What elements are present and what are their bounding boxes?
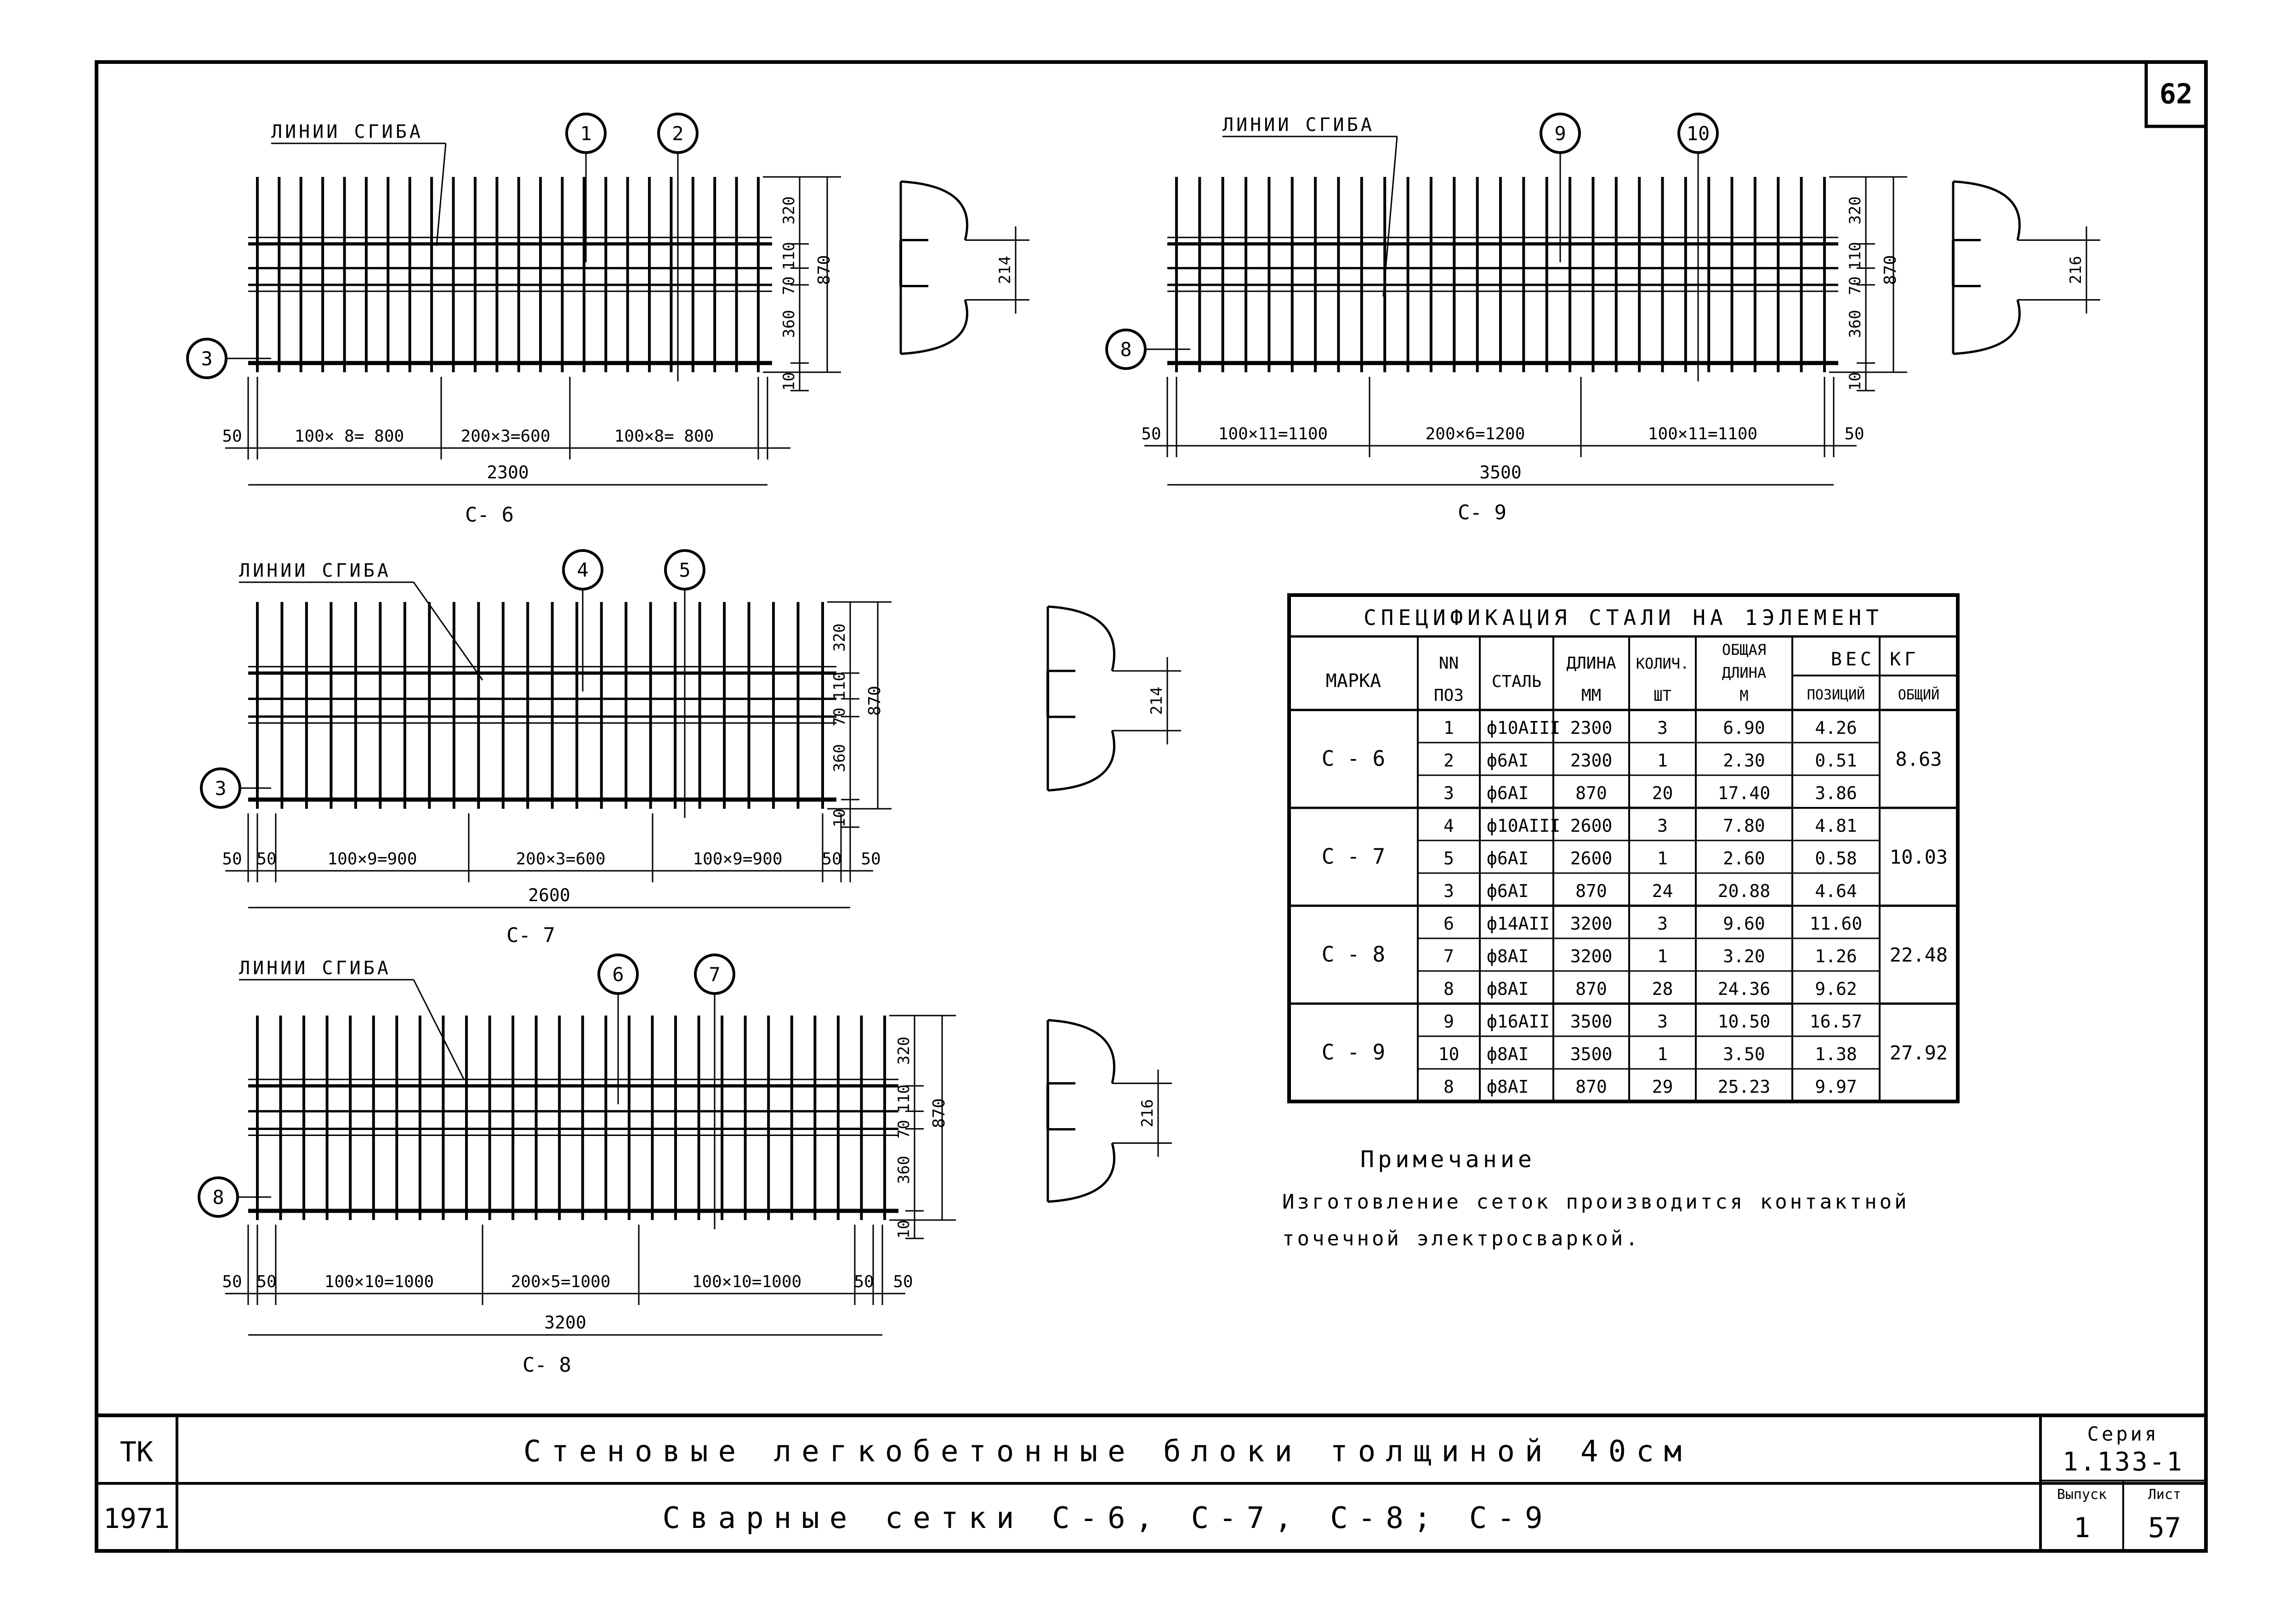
header-pos: NN — [1438, 654, 1459, 673]
header-weight-total: ОБЩИЙ — [1898, 687, 1940, 703]
table-cell: 8 — [1444, 1077, 1454, 1097]
series-value: 1.133-1 — [2062, 1447, 2184, 1477]
table-cell: ф8АI — [1487, 979, 1529, 999]
header-length: ММ — [1581, 686, 1602, 705]
horizontal-dimension-label: 100×8= 800 — [614, 427, 714, 446]
horizontal-dimension-label: 200×3=600 — [516, 850, 606, 869]
table-cell: 3 — [1444, 783, 1454, 803]
position-callout: 10 — [1686, 122, 1710, 145]
position-callout: 3 — [215, 777, 227, 800]
vertical-dimension-label: 360 — [895, 1156, 913, 1184]
table-cell: 17.40 — [1717, 783, 1771, 803]
vertical-dimension-label: 320 — [1846, 196, 1864, 225]
table-cell-mark: C - 8 — [1321, 942, 1386, 967]
horizontal-dimension-label: 50 — [222, 1272, 242, 1291]
table-title: СПЕЦИФИКАЦИЯ СТАЛИ НА 1ЭЛЕМЕНТ — [1364, 605, 1883, 630]
table-cell-weight-total: 8.63 — [1895, 748, 1942, 771]
vertical-dimension-label: 320 — [780, 196, 798, 225]
table-cell: 8 — [1444, 979, 1454, 999]
table-cell: 16.57 — [1809, 1011, 1863, 1032]
horizontal-dimension-total: 3500 — [1479, 462, 1522, 483]
table-cell: ф14АII — [1487, 914, 1550, 934]
table-cell: 7.80 — [1723, 816, 1765, 836]
table-cell: ф8АI — [1487, 1077, 1529, 1097]
header-total-length: ОБЩАЯ — [1722, 641, 1767, 659]
position-callout: 5 — [679, 559, 691, 581]
horizontal-dimension-label: 50 — [822, 850, 842, 869]
table-cell: ф6АI — [1487, 783, 1529, 803]
vertical-dimension-label: 110 — [1846, 242, 1864, 270]
section-bottom-curve — [901, 300, 967, 354]
table-cell: 1 — [1657, 750, 1668, 771]
section-dimension-label: 214 — [996, 255, 1014, 284]
horizontal-dimension-label: 100×9=900 — [693, 850, 783, 869]
table-cell: 9.97 — [1815, 1077, 1857, 1097]
vertical-dimension-label: 70 — [895, 1119, 913, 1139]
horizontal-dimension-label: 50 — [854, 1272, 874, 1291]
section-bottom-curve — [1048, 731, 1114, 790]
drawing-title-line-2: Сварные сетки С-6, С-7, С-8; С-9 — [662, 1501, 1553, 1535]
table-cell: 6 — [1444, 914, 1454, 934]
vertical-dimension-label: 360 — [830, 744, 849, 772]
table-cell: ф16АII — [1487, 1011, 1550, 1032]
table-cell-mark: C - 9 — [1321, 1039, 1386, 1065]
horizontal-dimension-label: 50 — [861, 850, 881, 869]
table-cell: 3500 — [1570, 1044, 1613, 1064]
table-cell: 11.60 — [1809, 914, 1863, 934]
horizontal-dimension-label: 100× 8= 800 — [294, 427, 404, 446]
table-cell: 3200 — [1570, 946, 1613, 966]
horizontal-dimension-label: 200×3=600 — [460, 427, 551, 446]
table-cell: 20 — [1652, 783, 1673, 803]
table-cell: 24 — [1652, 881, 1673, 901]
horizontal-dimension-label: 200×6=1200 — [1425, 425, 1525, 443]
section-dimension-label: 216 — [2067, 255, 2085, 284]
fold-label-leader — [437, 143, 446, 246]
table-cell: 3 — [1657, 1011, 1668, 1032]
vertical-dimension-label: 70 — [1846, 276, 1864, 295]
sheet-value: 57 — [2148, 1512, 2182, 1544]
issue-label: Выпуск — [2057, 1487, 2107, 1503]
note-heading: Примечание — [1360, 1146, 1536, 1173]
table-cell: 5 — [1444, 848, 1454, 869]
table-cell: 9.60 — [1723, 914, 1765, 934]
table-cell: ф6АI — [1487, 848, 1529, 869]
header-weight: ВЕС КГ — [1830, 649, 1920, 670]
table-cell: 2600 — [1570, 816, 1613, 836]
table-cell: 2.30 — [1723, 750, 1765, 771]
table-cell: ф8АI — [1487, 946, 1529, 966]
issue-value: 1 — [2073, 1512, 2091, 1544]
position-callout: 4 — [577, 559, 589, 581]
section-dimension-label: 214 — [1148, 687, 1166, 715]
table-cell: 3 — [1657, 718, 1668, 738]
table-cell: 2300 — [1570, 718, 1613, 738]
title-block-year: 1971 — [103, 1503, 170, 1535]
vertical-dimension-total: 870 — [815, 255, 834, 285]
horizontal-dimension-label: 50 — [222, 427, 242, 446]
vertical-dimension-label: 320 — [895, 1036, 913, 1065]
table-cell: 1 — [1657, 946, 1668, 966]
section-top-curve — [1048, 1020, 1114, 1084]
vertical-dimension-label: 110 — [895, 1084, 913, 1113]
mesh-drawing-c6 — [188, 114, 1029, 527]
table-cell: 870 — [1575, 979, 1607, 999]
vertical-dimension-label: 10 — [1846, 372, 1864, 391]
vertical-dimension-label: 110 — [830, 672, 849, 700]
table-cell: ф8АI — [1487, 1044, 1529, 1064]
table-cell-weight-total: 22.48 — [1889, 943, 1948, 966]
mesh-drawing-c8 — [199, 955, 1172, 1377]
table-cell: 10.50 — [1717, 1011, 1771, 1032]
section-top-curve — [1048, 607, 1114, 671]
position-callout: 1 — [580, 122, 592, 145]
table-cell: 9 — [1444, 1011, 1454, 1032]
horizontal-dimension-label: 50 — [256, 1272, 277, 1291]
position-callout: 9 — [1554, 122, 1566, 145]
table-cell: 1 — [1657, 1044, 1668, 1064]
vertical-dimension-label: 10 — [895, 1220, 913, 1239]
table-cell: 4.26 — [1815, 718, 1857, 738]
vertical-dimension-label: 70 — [830, 707, 849, 727]
table-cell: 20.88 — [1717, 881, 1771, 901]
position-callout: 2 — [672, 122, 684, 145]
header-weight-pos: ПОЗИЦИЙ — [1807, 687, 1865, 703]
section-bottom-curve — [1048, 1143, 1114, 1202]
table-cell-mark: C - 6 — [1321, 746, 1386, 771]
header-total-length: М — [1739, 687, 1749, 704]
table-cell: 10 — [1438, 1044, 1460, 1064]
mesh-caption: C- 9 — [1458, 501, 1506, 524]
vertical-dimension-label: 110 — [780, 242, 798, 270]
mesh-caption: C- 7 — [506, 924, 555, 947]
horizontal-dimension-label: 50 — [256, 850, 277, 869]
table-cell: 0.51 — [1815, 750, 1857, 771]
table-cell: ф6АI — [1487, 750, 1529, 771]
table-cell: 3 — [1657, 816, 1668, 836]
table-cell: 1.26 — [1815, 946, 1857, 966]
fold-lines-label: ЛИНИИ СГИБА — [239, 958, 391, 979]
horizontal-dimension-label: 100×11=1100 — [1648, 425, 1758, 443]
table-cell: 870 — [1575, 1077, 1607, 1097]
vertical-dimension-total: 870 — [1881, 255, 1900, 285]
header-count: КОЛИЧ. — [1636, 655, 1689, 672]
fold-lines-label: ЛИНИИ СГИБА — [271, 121, 423, 142]
table-cell: 4.81 — [1815, 816, 1857, 836]
sheet-number: 62 — [2159, 78, 2193, 110]
table-cell: ф6АI — [1487, 881, 1529, 901]
table-cell: ф10АIII — [1487, 816, 1561, 836]
table-cell: 4.64 — [1815, 881, 1857, 901]
note-line-2: точечной электросваркой. — [1282, 1227, 1641, 1250]
fold-lines-label: ЛИНИИ СГИБА — [239, 560, 391, 581]
vertical-dimension-total: 870 — [930, 1098, 949, 1129]
fold-label-leader — [414, 582, 483, 680]
table-cell: 3200 — [1570, 914, 1613, 934]
table-cell: 3.50 — [1723, 1044, 1765, 1064]
header-length: ДЛИНА — [1566, 654, 1616, 673]
header-total-length: ДЛИНА — [1722, 664, 1767, 681]
drawing-title-line-1: Стеновые легкобетонные блоки толщиной 40см — [523, 1435, 1692, 1469]
table-cell: 29 — [1652, 1077, 1673, 1097]
horizontal-dimension-total: 2300 — [487, 462, 529, 483]
mesh-drawing-c9 — [1107, 114, 2100, 524]
horizontal-dimension-label: 100×9=900 — [327, 850, 417, 869]
table-cell: 4 — [1444, 816, 1454, 836]
section-dimension-label: 216 — [1138, 1099, 1157, 1128]
mesh-drawing-c7 — [201, 551, 1181, 947]
note-line-1: Изготовление сеток производится контактной — [1282, 1190, 1910, 1214]
table-cell: 9.62 — [1815, 979, 1857, 999]
table-cell: 3 — [1657, 914, 1668, 934]
horizontal-dimension-label: 200×5=1000 — [511, 1272, 611, 1291]
header-steel: СТАЛЬ — [1491, 672, 1542, 691]
vertical-dimension-label: 10 — [780, 372, 798, 391]
table-cell: 24.36 — [1717, 979, 1771, 999]
table-cell: 2300 — [1570, 750, 1613, 771]
vertical-dimension-label: 10 — [830, 808, 849, 828]
table-cell: 25.23 — [1717, 1077, 1771, 1097]
mesh-caption: C- 6 — [465, 503, 514, 527]
table-cell: 6.90 — [1723, 718, 1765, 738]
table-cell: 28 — [1652, 979, 1673, 999]
series-label: Серия — [2087, 1423, 2160, 1445]
header-count: ШТ — [1654, 687, 1671, 704]
horizontal-dimension-label: 100×10=1000 — [324, 1272, 434, 1291]
horizontal-dimension-total: 3200 — [544, 1312, 586, 1333]
table-cell-mark: C - 7 — [1321, 844, 1386, 869]
table-cell: 1 — [1657, 848, 1668, 869]
header-pos: ПОЗ — [1433, 686, 1464, 705]
horizontal-dimension-total: 2600 — [528, 885, 570, 905]
table-cell: 870 — [1575, 783, 1607, 803]
vertical-dimension-label: 320 — [830, 623, 849, 652]
vertical-dimension-label: 360 — [780, 310, 798, 338]
vertical-dimension-label: 360 — [1846, 310, 1864, 338]
title-block-code: ТК — [119, 1436, 153, 1468]
table-cell: 3500 — [1570, 1011, 1613, 1032]
vertical-dimension-total: 870 — [865, 686, 884, 716]
table-cell: 3 — [1444, 881, 1454, 901]
sheet-label: Лист — [2148, 1487, 2182, 1503]
table-cell-weight-total: 27.92 — [1889, 1041, 1948, 1064]
table-cell: 2600 — [1570, 848, 1613, 869]
position-callout: 7 — [709, 963, 721, 986]
steel-specification-table — [1289, 595, 1958, 1101]
horizontal-dimension-label: 50 — [1844, 425, 1864, 443]
section-bottom-curve — [1953, 300, 2020, 354]
section-top-curve — [901, 182, 967, 240]
table-cell: 870 — [1575, 881, 1607, 901]
position-callout: 6 — [612, 963, 624, 986]
horizontal-dimension-label: 100×11=1100 — [1218, 425, 1328, 443]
header-mark: МАРКА — [1325, 670, 1381, 692]
horizontal-dimension-label: 50 — [1141, 425, 1161, 443]
table-cell: 3.20 — [1723, 946, 1765, 966]
horizontal-dimension-label: 50 — [893, 1272, 913, 1291]
position-callout: 3 — [201, 347, 213, 370]
position-callout: 8 — [212, 1186, 224, 1209]
section-top-curve — [1953, 182, 2020, 240]
table-cell: ф10АIII — [1487, 718, 1561, 738]
horizontal-dimension-label: 50 — [222, 850, 242, 869]
table-cell: 2.60 — [1723, 848, 1765, 869]
table-cell: 2 — [1444, 750, 1454, 771]
horizontal-dimension-label: 100×10=1000 — [692, 1272, 802, 1291]
table-cell: 1.38 — [1815, 1044, 1857, 1064]
table-cell: 3.86 — [1815, 783, 1857, 803]
position-callout: 8 — [1120, 338, 1132, 361]
vertical-dimension-label: 70 — [780, 276, 798, 295]
fold-lines-label: ЛИНИИ СГИБА — [1222, 114, 1375, 136]
table-cell: 7 — [1444, 946, 1454, 966]
table-cell: 1 — [1444, 718, 1454, 738]
table-cell: 0.58 — [1815, 848, 1857, 869]
table-cell-weight-total: 10.03 — [1889, 846, 1948, 869]
mesh-caption: C- 8 — [523, 1353, 571, 1377]
